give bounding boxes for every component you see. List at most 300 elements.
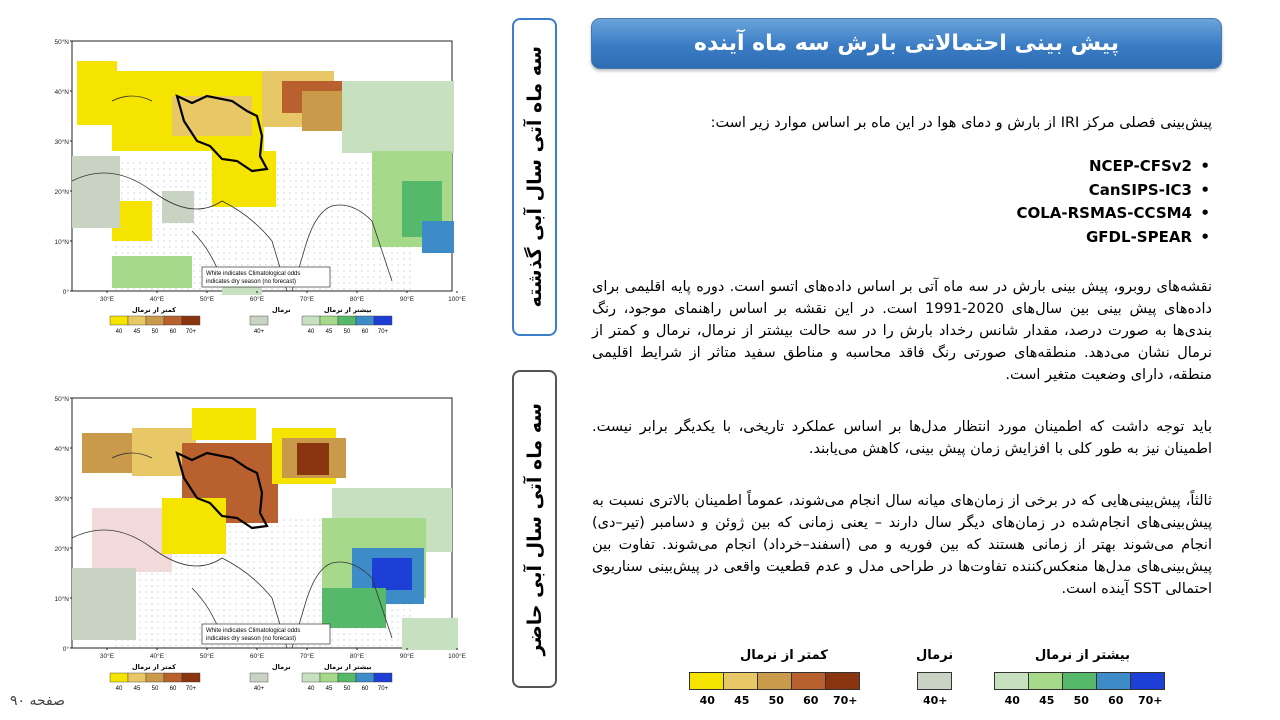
- forecast-cell: [196, 120, 204, 128]
- forecast-cell: [206, 491, 214, 499]
- lon-tick-label: 60°E: [249, 653, 265, 660]
- forecast-cell: [310, 99, 318, 107]
- forecast-cell: [290, 97, 298, 105]
- forecast-cell: [214, 459, 222, 467]
- forecast-cell: [232, 424, 240, 432]
- forecast-cell: [92, 556, 100, 564]
- forecast-cell: [340, 488, 348, 496]
- forecast-cell: [208, 424, 216, 432]
- lon-tick-label: 90°E: [399, 653, 415, 660]
- forecast-cell: [172, 128, 180, 136]
- forecast-cell: [338, 612, 346, 620]
- forecast-cell: [358, 129, 366, 137]
- forecast-cell: [120, 632, 128, 640]
- forecast-cell: [216, 87, 224, 95]
- forecast-cell: [222, 459, 230, 467]
- forecast-cell: [382, 137, 390, 145]
- forecast-cell: [168, 272, 176, 280]
- forecast-cell: [322, 81, 330, 89]
- forecast-cell: [148, 540, 156, 548]
- forecast-cell: [172, 436, 180, 444]
- forecast-cell: [212, 159, 220, 167]
- forecast-cell: [388, 167, 396, 175]
- forecast-cell: [294, 119, 302, 127]
- forecast-cell: [372, 207, 380, 215]
- forecast-cell: [96, 624, 104, 632]
- forecast-cell: [132, 516, 140, 524]
- forecast-cell: [218, 546, 226, 554]
- forecast-cell: [200, 432, 208, 440]
- forecast-cell: [358, 145, 366, 153]
- forecast-cell: [322, 588, 330, 596]
- forecast-cell: [170, 530, 178, 538]
- forecast-cell: [104, 196, 112, 204]
- forecast-cell: [186, 546, 194, 554]
- forecast-cell: [140, 564, 148, 572]
- forecast-cell: [422, 137, 430, 145]
- forecast-cell: [88, 584, 96, 592]
- forecast-cell: [297, 451, 305, 459]
- mini-legend-title: بیشتر از نرمال: [324, 306, 372, 314]
- forecast-cell: [88, 212, 96, 220]
- forecast-cell: [382, 81, 390, 89]
- forecast-cell: [176, 71, 184, 79]
- forecast-cell: [128, 600, 136, 608]
- lon-tick-label: 80°E: [349, 296, 365, 303]
- forecast-cell: [418, 518, 426, 526]
- forecast-cell: [124, 524, 132, 532]
- forecast-cell: [80, 212, 88, 220]
- forecast-cell: [446, 105, 454, 113]
- mini-legend-title: نرمال: [272, 306, 291, 314]
- forecast-cell: [414, 129, 422, 137]
- forecast-cell: [332, 504, 340, 512]
- forecast-cell: [426, 618, 434, 626]
- forecast-cell: [420, 488, 428, 496]
- legend-above-ticks: [995, 694, 1168, 707]
- forecast-cell: [248, 424, 256, 432]
- forecast-cell: [106, 441, 114, 449]
- mini-legend-tick: 50: [343, 686, 351, 692]
- forecast-cell: [412, 151, 420, 159]
- forecast-cell: [313, 451, 321, 459]
- forecast-cell: [244, 183, 252, 191]
- forecast-cell: [290, 454, 298, 462]
- forecast-cell: [436, 167, 444, 175]
- forecast-cell: [334, 91, 342, 99]
- forecast-cell: [218, 522, 226, 530]
- forecast-cell: [77, 93, 85, 101]
- forecast-cell: [148, 460, 156, 468]
- forecast-cell: [72, 188, 80, 196]
- forecast-cell: [414, 89, 422, 97]
- forecast-cell: [318, 115, 326, 123]
- forecast-cell: [128, 592, 136, 600]
- forecast-cell: [202, 538, 210, 546]
- forecast-cell: [338, 438, 346, 446]
- forecast-cell: [208, 71, 216, 79]
- forecast-cell: [438, 245, 446, 253]
- forecast-cell: [168, 71, 176, 79]
- forecast-cell: [80, 156, 88, 164]
- forecast-cell: [313, 467, 321, 475]
- forecast-cell: [262, 443, 270, 451]
- forecast-cell: [244, 199, 252, 207]
- forecast-cell: [252, 191, 260, 199]
- forecast-cell: [402, 205, 410, 213]
- forecast-cell: [422, 129, 430, 137]
- forecast-cell: [322, 596, 330, 604]
- forecast-cell: [140, 548, 148, 556]
- forecast-cell: [388, 151, 396, 159]
- forecast-cell: [430, 229, 438, 237]
- forecast-cell: [350, 129, 358, 137]
- forecast-cell: [236, 112, 244, 120]
- forecast-cell: [338, 454, 346, 462]
- forecast-cell: [112, 220, 120, 228]
- forecast-cell: [132, 556, 140, 564]
- forecast-cell: [282, 454, 290, 462]
- forecast-cell: [338, 596, 346, 604]
- forecast-cell: [184, 135, 192, 143]
- forecast-cell: [380, 496, 388, 504]
- forecast-cell: [88, 164, 96, 172]
- forecast-cell: [228, 191, 236, 199]
- legend-swatch: [791, 672, 826, 690]
- forecast-cell: [360, 580, 368, 588]
- forecast-cell: [364, 496, 372, 504]
- forecast-cell: [220, 199, 228, 207]
- forecast-cell: [290, 81, 298, 89]
- forecast-cell: [140, 556, 148, 564]
- forecast-cell: [224, 432, 232, 440]
- forecast-cell: [402, 213, 410, 221]
- forecast-cell: [202, 530, 210, 538]
- forecast-cell: [446, 137, 454, 145]
- forecast-cell: [246, 515, 254, 523]
- lon-tick-label: 100°E: [448, 653, 466, 660]
- forecast-cell: [346, 620, 354, 628]
- forecast-cell: [358, 97, 366, 105]
- forecast-cell: [272, 428, 280, 436]
- forecast-cell: [216, 416, 224, 424]
- forecast-cell: [116, 508, 124, 516]
- forecast-cell: [350, 89, 358, 97]
- forecast-cell: [112, 568, 120, 576]
- forecast-cell: [398, 113, 406, 121]
- forecast-cell: [322, 604, 330, 612]
- forecast-cell: [402, 642, 410, 650]
- forecast-cell: [286, 71, 294, 79]
- forecast-cell: [178, 538, 186, 546]
- forecast-cell: [96, 156, 104, 164]
- forecast-cell: [230, 491, 238, 499]
- forecast-cell: [272, 436, 280, 444]
- lon-tick-label: 30°E: [99, 653, 115, 660]
- forecast-cell: [128, 119, 136, 127]
- forecast-cell: [88, 220, 96, 228]
- forecast-cell: [428, 151, 436, 159]
- forecast-cell: [212, 183, 220, 191]
- forecast-cell: [392, 548, 400, 556]
- forecast-cell: [210, 546, 218, 554]
- forecast-cell: [380, 231, 388, 239]
- forecast-cell: [238, 467, 246, 475]
- forecast-cell: [112, 592, 120, 600]
- forecast-cell: [206, 443, 214, 451]
- forecast-cell: [374, 89, 382, 97]
- forecast-cell: [88, 196, 96, 204]
- forecast-cell: [330, 596, 338, 604]
- forecast-cell: [270, 119, 278, 127]
- forecast-cell: [418, 642, 426, 650]
- forecast-cell: [202, 546, 210, 554]
- forecast-cell: [380, 566, 388, 574]
- mini-legend-swatch: [374, 673, 392, 682]
- forecast-cell: [192, 424, 200, 432]
- forecast-cell: [144, 87, 152, 95]
- mini-legend-title: بیشتر از نرمال: [324, 663, 372, 671]
- forecast-cell: [446, 129, 454, 137]
- forecast-cell: [342, 113, 350, 121]
- mini-legend-tick: 40: [115, 686, 123, 692]
- forecast-cell: [96, 608, 104, 616]
- forecast-cell: [85, 61, 93, 69]
- forecast-cell: [305, 459, 313, 467]
- forecast-cell: [252, 183, 260, 191]
- forecast-cell: [120, 143, 128, 151]
- forecast-cell: [128, 209, 136, 217]
- forecast-cell: [160, 71, 168, 79]
- forecast-cell: [106, 457, 114, 465]
- forecast-cell: [348, 496, 356, 504]
- forecast-cell: [132, 540, 140, 548]
- forecast-cell: [112, 156, 120, 164]
- forecast-cell: [442, 642, 450, 650]
- legend-tick-label: 50: [1073, 694, 1089, 707]
- forecast-cell: [120, 135, 128, 143]
- forecast-cell: [112, 212, 120, 220]
- forecast-cell: [152, 264, 160, 272]
- forecast-cell: [162, 506, 170, 514]
- forecast-cell: [152, 103, 160, 111]
- forecast-cell: [180, 428, 188, 436]
- forecast-cell: [88, 188, 96, 196]
- forecast-cell: [297, 459, 305, 467]
- forecast-cell: [112, 111, 120, 119]
- forecast-cell: [132, 548, 140, 556]
- model-list: [1000, 155, 1210, 249]
- forecast-cell: [396, 496, 404, 504]
- map-mini-legend: [110, 306, 392, 335]
- model-item: • GFDL-SPEAR: [1000, 226, 1210, 250]
- forecast-cell: [170, 514, 178, 522]
- forecast-cell: [162, 514, 170, 522]
- forecast-cell: [238, 491, 246, 499]
- forecast-cell: [254, 287, 262, 295]
- forecast-cell: [184, 256, 192, 264]
- mini-legend-swatch: [146, 673, 164, 682]
- forecast-cell: [77, 109, 85, 117]
- forecast-cell: [120, 201, 128, 209]
- forecast-cell: [410, 534, 418, 542]
- forecast-cell: [278, 119, 286, 127]
- forecast-cell: [194, 538, 202, 546]
- forecast-cell: [442, 634, 450, 642]
- forecast-cell: [438, 221, 446, 229]
- mini-legend-tick: 60: [361, 329, 369, 335]
- forecast-cell: [104, 624, 112, 632]
- forecast-cell: [140, 428, 148, 436]
- forecast-cell: [330, 550, 338, 558]
- forecast-cell: [262, 507, 270, 515]
- forecast-cell: [228, 199, 236, 207]
- forecast-cell: [236, 120, 244, 128]
- forecast-cell: [144, 143, 152, 151]
- forecast-cell: [108, 556, 116, 564]
- forecast-cell: [120, 111, 128, 119]
- forecast-cell: [88, 568, 96, 576]
- lon-tick-label: 60°E: [249, 296, 265, 303]
- forecast-cell: [444, 191, 452, 199]
- forecast-cell: [144, 256, 152, 264]
- forecast-cell: [128, 568, 136, 576]
- forecast-cell: [380, 239, 388, 247]
- forecast-cell: [178, 215, 186, 223]
- legend-tick-label: 50: [768, 694, 784, 707]
- forecast-cell: [124, 508, 132, 516]
- forecast-cell: [198, 467, 206, 475]
- forecast-cell: [168, 256, 176, 264]
- lat-tick-label: 20°N: [54, 189, 69, 196]
- forecast-cell: [358, 137, 366, 145]
- forecast-cell: [156, 460, 164, 468]
- forecast-cell: [444, 536, 452, 544]
- forecast-cell: [136, 264, 144, 272]
- forecast-cell: [436, 151, 444, 159]
- intro-paragraph: پیش‌بینی فصلی مرکز IRI از بارش و دمای هوا در این ماه بر اساس موارد زیر است:: [710, 115, 1212, 131]
- forecast-cell: [128, 272, 136, 280]
- forecast-cell: [72, 156, 80, 164]
- forecast-map-past: [40, 33, 470, 338]
- forecast-cell: [326, 123, 334, 131]
- forecast-cell: [168, 280, 176, 288]
- forecast-cell: [270, 507, 278, 515]
- forecast-cell: [128, 127, 136, 135]
- forecast-cell: [132, 532, 140, 540]
- forecast-cell: [248, 432, 256, 440]
- forecast-cell: [330, 604, 338, 612]
- forecast-cell: [408, 596, 416, 604]
- forecast-cell: [230, 499, 238, 507]
- forecast-cell: [334, 123, 342, 131]
- forecast-cell: [88, 624, 96, 632]
- forecast-cell: [132, 436, 140, 444]
- forecast-cell: [366, 121, 374, 129]
- forecast-cell: [416, 572, 424, 580]
- forecast-cell: [212, 167, 220, 175]
- forecast-cell: [77, 77, 85, 85]
- forecast-cell: [444, 544, 452, 552]
- forecast-cell: [372, 151, 380, 159]
- forecast-cell: [378, 518, 386, 526]
- forecast-cell: [132, 428, 140, 436]
- forecast-cell: [88, 632, 96, 640]
- mini-legend-swatch: [320, 673, 338, 682]
- forecast-cell: [80, 196, 88, 204]
- forecast-cell: [321, 443, 329, 451]
- forecast-cell: [112, 79, 120, 87]
- forecast-cell: [192, 87, 200, 95]
- forecast-cell: [140, 460, 148, 468]
- mini-legend-title: کمتر از نرمال: [132, 663, 176, 671]
- forecast-cell: [208, 416, 216, 424]
- forecast-cell: [388, 183, 396, 191]
- forecast-cell: [396, 504, 404, 512]
- forecast-cell: [184, 280, 192, 288]
- forecast-cell: [184, 143, 192, 151]
- forecast-cell: [362, 604, 370, 612]
- forecast-cell: [380, 558, 388, 566]
- forecast-cell: [322, 612, 330, 620]
- forecast-cell: [402, 526, 410, 534]
- forecast-cell: [214, 491, 222, 499]
- forecast-cell: [114, 457, 122, 465]
- forecast-cell: [156, 556, 164, 564]
- forecast-cell: [282, 105, 290, 113]
- forecast-cell: [80, 592, 88, 600]
- forecast-cell: [428, 512, 436, 520]
- forecast-cell: [236, 128, 244, 136]
- forecast-cell: [374, 121, 382, 129]
- forecast-cell: [228, 128, 236, 136]
- forecast-cell: [214, 483, 222, 491]
- forecast-cell: [370, 620, 378, 628]
- forecast-cell: [396, 167, 404, 175]
- forecast-cell: [72, 600, 80, 608]
- forecast-cell: [92, 508, 100, 516]
- forecast-cell: [232, 87, 240, 95]
- forecast-cell: [338, 462, 346, 470]
- legend-swatch: [994, 672, 1029, 690]
- forecast-cell: [144, 201, 152, 209]
- legend-swatch: [723, 672, 758, 690]
- forecast-cell: [444, 199, 452, 207]
- forecast-cell: [112, 204, 120, 212]
- forecast-cell: [330, 518, 338, 526]
- forecast-cell: [364, 504, 372, 512]
- lat-tick-label: 10°N: [54, 596, 69, 603]
- forecast-cell: [382, 89, 390, 97]
- forecast-cell: [412, 504, 420, 512]
- forecast-cell: [270, 103, 278, 111]
- forecast-cell: [122, 457, 130, 465]
- forecast-cell: [228, 167, 236, 175]
- forecast-cell: [406, 113, 414, 121]
- forecast-cell: [208, 135, 216, 143]
- forecast-cell: [238, 443, 246, 451]
- forecast-cell: [302, 91, 310, 99]
- forecast-cell: [412, 159, 420, 167]
- forecast-cell: [200, 424, 208, 432]
- forecast-cell: [80, 180, 88, 188]
- forecast-cell: [162, 546, 170, 554]
- forecast-cell: [184, 71, 192, 79]
- forecast-cell: [402, 626, 410, 634]
- forecast-cell: [168, 135, 176, 143]
- forecast-cell: [132, 468, 140, 476]
- legend-tick-label: 60: [1108, 694, 1124, 707]
